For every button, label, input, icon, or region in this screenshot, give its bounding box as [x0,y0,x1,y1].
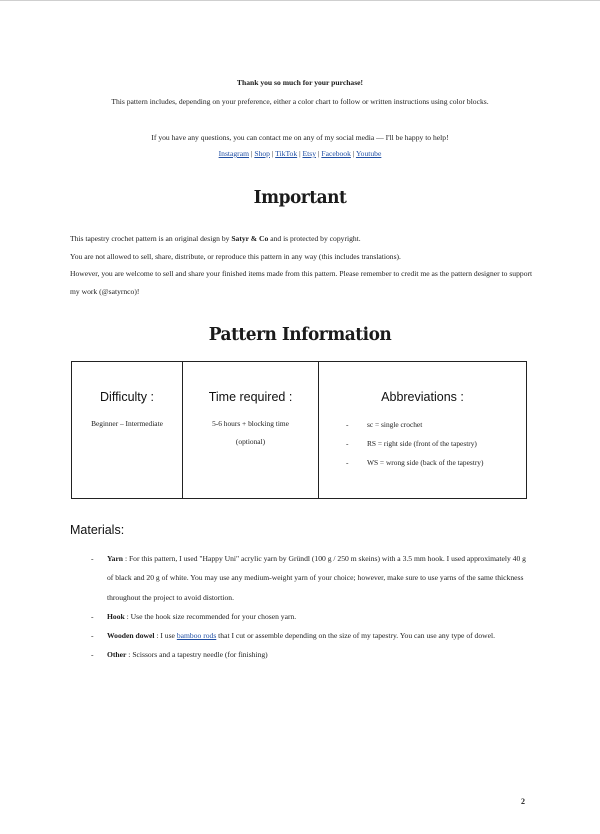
copyright-notice [70,230,540,300]
tiktok-link[interactable]: TikTok [275,149,298,158]
separator: | [271,149,274,158]
time-cell [183,362,319,499]
copyright-line: This tapestry crochet pattern is an original design by Satyr & Co and is protected by copyright. [70,234,361,243]
page-number: 2 [521,797,525,806]
materials-list [91,549,531,665]
pattern-info-heading: Pattern Information [208,324,392,346]
separator: | [299,149,301,158]
separator: | [317,149,320,158]
abbreviations-cell [319,362,527,499]
etsy-link[interactable]: Etsy [302,149,317,158]
separator: | [250,149,253,158]
separator: | [352,149,355,158]
list-item-dowel: - Wooden dowel : I use bamboo rods that I cut or assemble depending on the size of my tapestry. You can use any type of dowel. [91,631,496,641]
list-item: - WS = wrong side (back of the tapestry) [346,458,484,467]
instagram-link[interactable]: Instagram [218,149,249,158]
youtube-link[interactable]: Youtube [355,149,382,158]
social-links [60,149,540,158]
facebook-link[interactable]: Facebook [321,149,351,158]
permission-line: However, you are welcome to sell and share your finished items made from this pattern. Please remember to credit me as the pattern designer to support my work (@satyrnco)! [70,269,533,296]
list-item: - sc = single crochet [346,420,423,429]
time-title: Time required : [208,390,293,404]
time-note: (optional) [235,437,266,446]
important-heading: Important [253,187,347,209]
abbreviations-list [319,415,526,472]
materials-heading: Materials: [70,523,125,537]
page-top-border [0,0,600,1]
shop-link[interactable]: Shop [254,149,270,158]
difficulty-title: Difficulty : [100,390,154,404]
difficulty-cell [72,362,183,499]
list-item: - RS = right side (front of the tapestry) [346,439,477,448]
restriction-line: You are not allowed to sell, share, distribute, or reproduce this pattern in any way (this includes translations). [70,251,401,261]
bamboo-rods-link[interactable]: bamboo rods [176,631,217,641]
abbreviations-title: Abbreviations : [381,390,464,404]
list-item-other: - Other : Scissors and a tapestry needle (for finishing) [91,650,268,660]
list-item-yarn: - Yarn : For this pattern, I used "Happy Uni" acrylic yarn by Gründl (100 g / 250 m skeins) with a 3.5 mm hook. I used approximately 40 g of black and 20 g of white. You may use any medium-weight yarn of your choice; however, make sure to use yarns of the same thickness throughout the project to avoid distortion. [91,554,526,602]
contact-text: If you have any questions, you can contact me on any of my social media — I'll be happy to help! [151,133,449,142]
pattern-info-table [71,361,527,499]
thank-you-title: Thank you so much for your purchase! [236,78,364,87]
list-item-hook: - Hook : Use the hook size recommended for your chosen yarn. [91,611,297,621]
brand-name: Satyr & Co [231,234,269,243]
time-value: 5-6 hours + blocking time [212,419,289,428]
intro-text: This pattern includes, depending on your preference, either a color chart to follow or written instructions using color blocks. [111,97,489,106]
difficulty-value: Beginner – Intermediate [91,419,163,428]
